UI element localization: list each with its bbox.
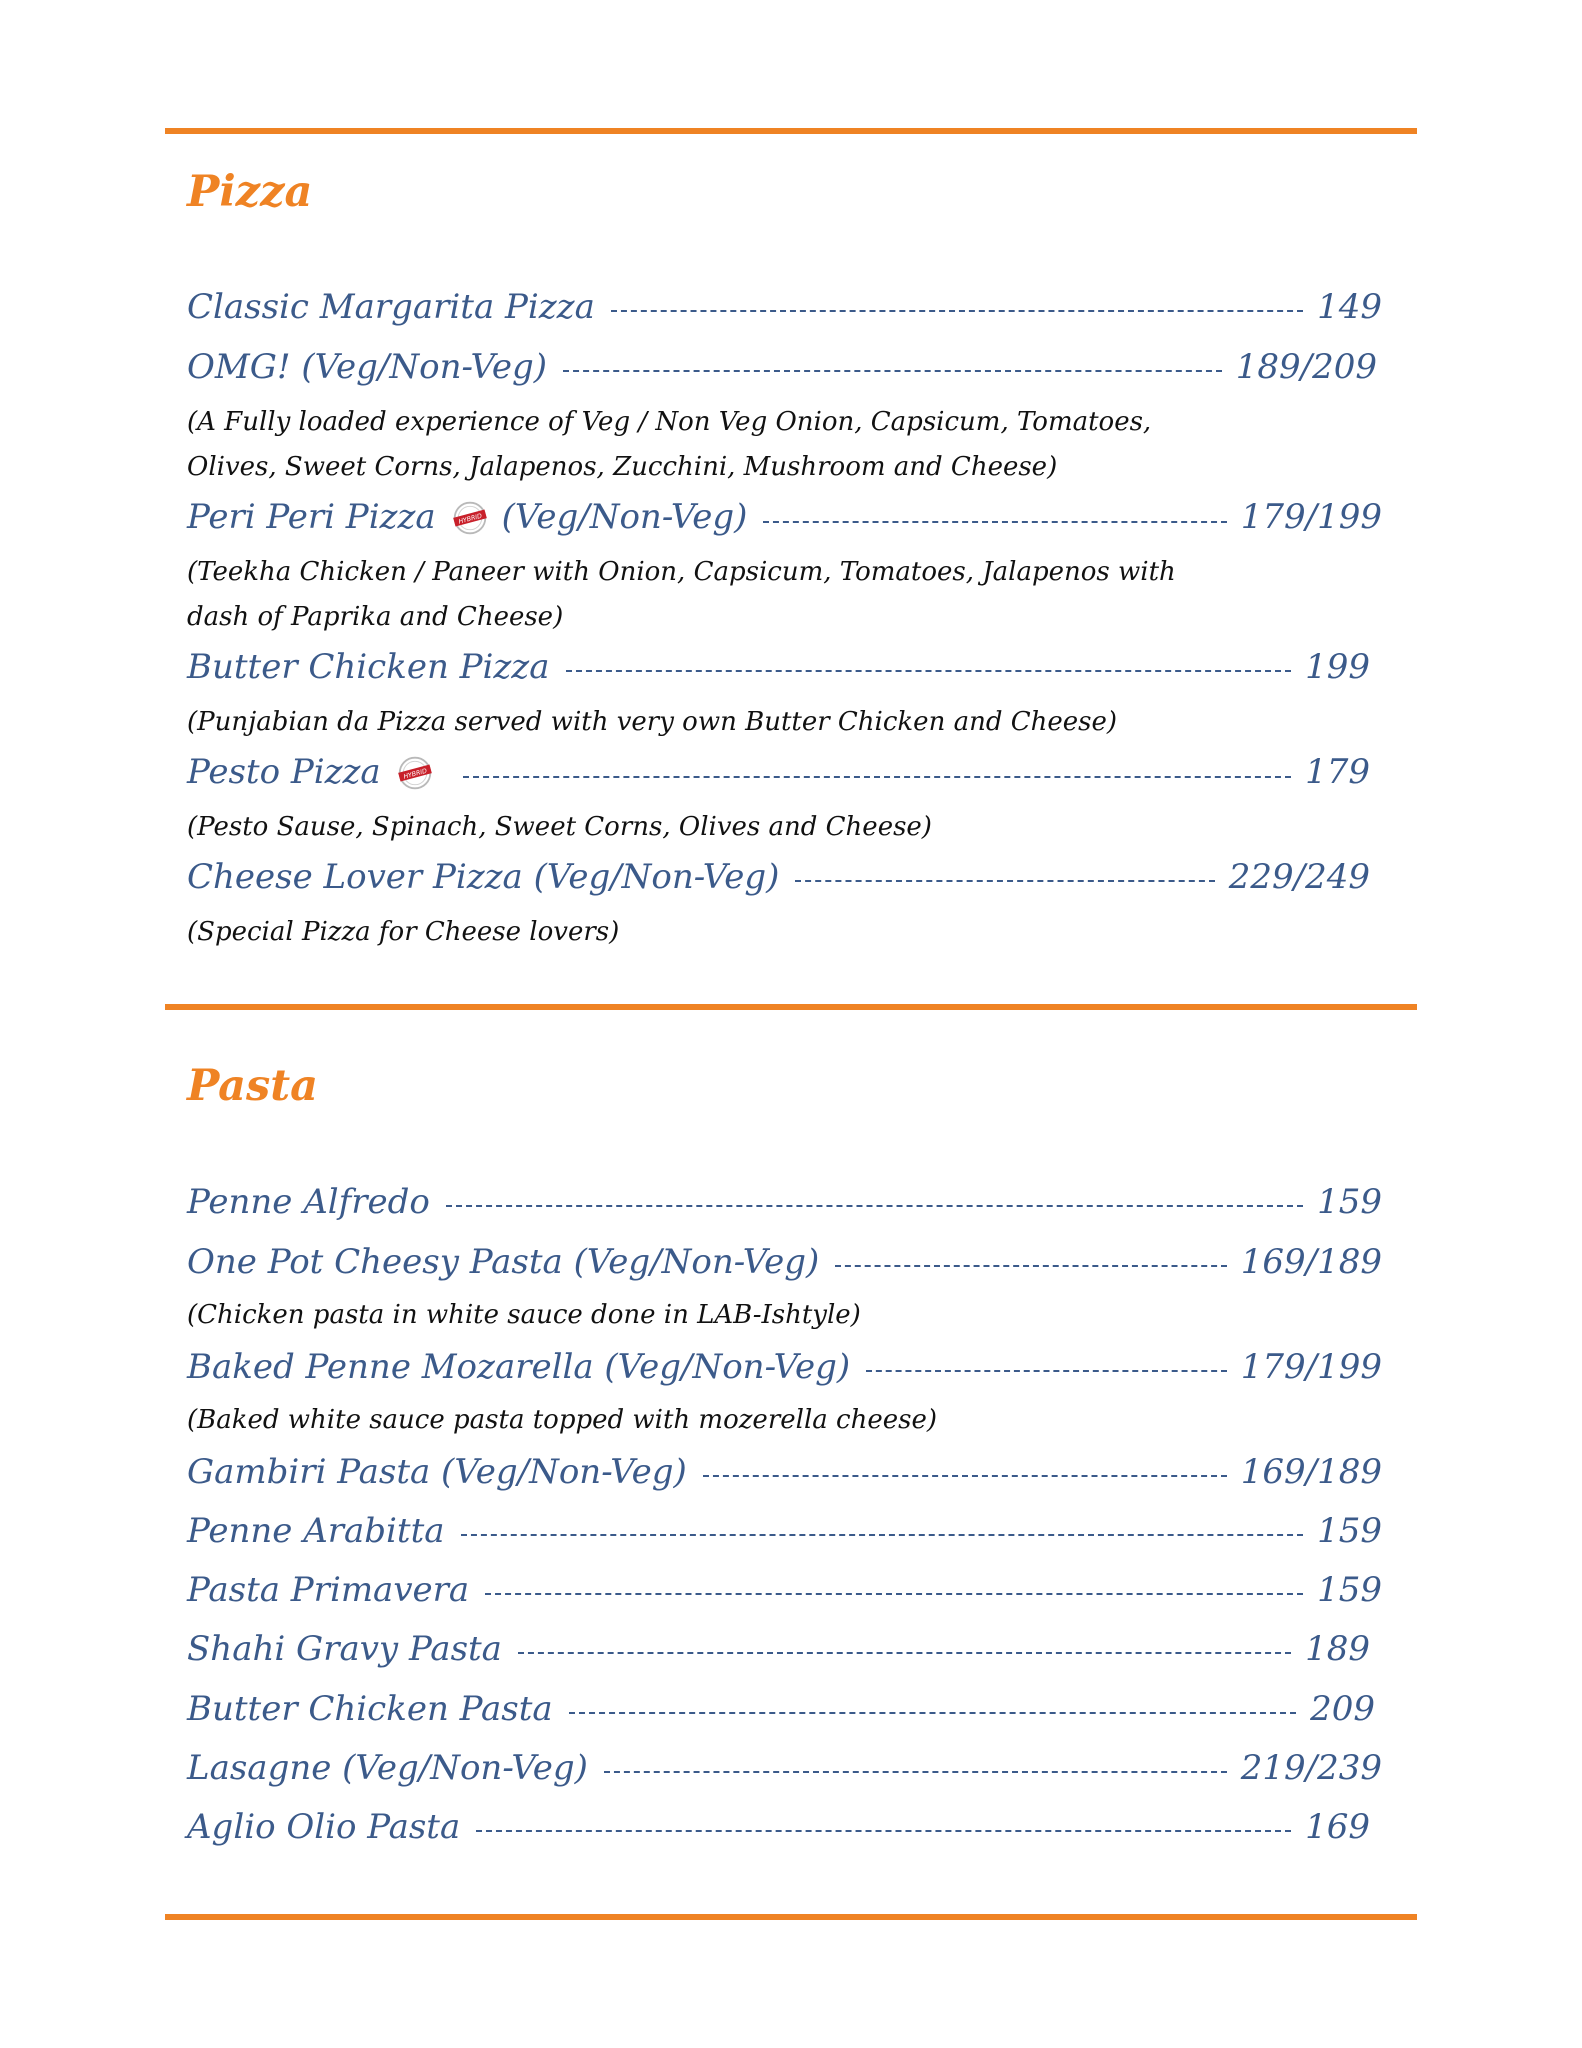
item-name: Shahi Gravy Pasta	[187, 1629, 502, 1669]
item-description-butter-chicken: (Punjabian da Pizza served with very own Butter Chicken and Cheese)	[187, 707, 1118, 737]
menu-item-cheese-lover-pizza	[187, 857, 1370, 897]
dotted-leader	[563, 370, 1222, 372]
dotted-leader	[446, 1205, 1303, 1207]
menu-item-butter-chicken-pasta	[187, 1689, 1375, 1729]
dotted-leader	[835, 1265, 1226, 1267]
item-name: Baked Penne Mozarella (Veg/Non-Veg)	[187, 1347, 851, 1387]
item-description-pesto: (Pesto Sause, Spinach, Sweet Corns, Olives and Cheese)	[187, 812, 932, 842]
dotted-leader	[566, 670, 1292, 672]
svg-text:HYBRID: HYBRID	[402, 767, 428, 781]
item-description-omg: (A Fully loaded experience of Veg / Non Veg Onion, Capsicum, Tomatoes, Olives, Sweet Corns, Jalapenos, Zucchini, Mushroom and Cheese)	[187, 407, 1152, 482]
item-price: 169/189	[1240, 1452, 1382, 1492]
item-name: Pasta Primavera	[187, 1570, 470, 1610]
menu-item-peri-peri-pizza	[187, 497, 1382, 537]
item-price: 189	[1305, 1629, 1370, 1669]
item-price: 169	[1305, 1807, 1370, 1847]
menu-item-penne-arabitta	[187, 1511, 1382, 1551]
dotted-leader	[476, 1830, 1291, 1832]
dotted-leader	[604, 1771, 1227, 1773]
item-name: Penne Alfredo	[187, 1182, 430, 1222]
dotted-leader	[569, 1712, 1296, 1714]
item-name: Cheese Lover Pizza (Veg/Non-Veg)	[187, 857, 780, 897]
item-qualifier: (Veg/Non-Veg)	[501, 497, 748, 537]
section-title-pizza: Pizza	[187, 167, 313, 217]
item-price: 219/239	[1240, 1748, 1382, 1788]
item-name: Aglio Olio Pasta	[187, 1807, 461, 1847]
item-price: 179/199	[1240, 1347, 1382, 1387]
item-name: Penne Arabitta	[187, 1511, 445, 1551]
menu-item-pasta-primavera	[187, 1570, 1382, 1610]
item-price: 179	[1305, 752, 1370, 792]
menu-item-classic-margarita-pizza	[187, 287, 1382, 327]
item-price: 179/199	[1240, 497, 1382, 537]
item-description-peri-peri: (Teekha Chicken / Paneer with Onion, Capsicum, Tomatoes, Jalapenos with dash of Paprika and Cheese)	[187, 557, 1176, 632]
item-price: 229/249	[1228, 857, 1370, 897]
menu-item-butter-chicken-pizza	[187, 647, 1370, 687]
dotted-leader	[518, 1652, 1291, 1654]
item-price: 189/209	[1235, 347, 1377, 387]
menu-item-baked-penne-mozarella	[187, 1347, 1382, 1387]
item-description-baked-penne: (Baked white sauce pasta topped with mozerella cheese)	[187, 1405, 937, 1435]
item-name: Classic Margarita Pizza	[187, 287, 595, 327]
item-name: Peri Peri Pizza	[187, 497, 436, 537]
item-price: 199	[1305, 647, 1370, 687]
item-name: One Pot Cheesy Pasta (Veg/Non-Veg)	[187, 1242, 820, 1282]
item-price: 159	[1317, 1570, 1382, 1610]
item-description-cheese-lover: (Special Pizza for Cheese lovers)	[187, 917, 620, 947]
svg-text:HYBRID: HYBRID	[457, 512, 483, 526]
menu-item-lasagne	[187, 1748, 1382, 1788]
dotted-leader	[611, 310, 1303, 312]
dotted-leader	[795, 880, 1214, 882]
item-name: Butter Chicken Pasta	[187, 1689, 553, 1729]
dotted-leader	[703, 1475, 1227, 1477]
item-description-one-pot: (Chicken pasta in white sauce done in LAB-Ishtyle)	[187, 1300, 861, 1330]
dotted-leader	[485, 1593, 1303, 1595]
section-title-pasta: Pasta	[187, 1061, 318, 1111]
menu-item-shahi-gravy-pasta	[187, 1629, 1370, 1669]
item-price: 149	[1317, 287, 1382, 327]
dotted-leader	[763, 521, 1226, 523]
section-divider-top	[165, 128, 1417, 134]
dotted-leader	[866, 1370, 1227, 1372]
item-price: 209	[1310, 1689, 1375, 1729]
menu-item-omg	[187, 347, 1377, 387]
dotted-leader	[461, 1534, 1304, 1536]
section-divider-bottom	[165, 1914, 1417, 1920]
item-name: Pesto Pizza	[187, 752, 381, 792]
menu-item-aglio-olio-pasta	[187, 1807, 1370, 1847]
menu-item-one-pot-cheesy-pasta	[187, 1242, 1382, 1282]
item-price: 169/189	[1240, 1242, 1382, 1282]
hybrid-stamp-icon	[452, 500, 488, 536]
item-price: 159	[1317, 1182, 1382, 1222]
item-price: 159	[1317, 1511, 1382, 1551]
hybrid-stamp-icon	[397, 755, 433, 791]
item-name: Lasagne (Veg/Non-Veg)	[187, 1748, 588, 1788]
menu-item-pesto-pizza	[187, 752, 1370, 792]
dotted-leader	[463, 776, 1291, 778]
item-name: Gambiri Pasta (Veg/Non-Veg)	[187, 1452, 687, 1492]
menu-item-penne-alfredo	[187, 1182, 1382, 1222]
item-name: Butter Chicken Pizza	[187, 647, 550, 687]
item-name: OMG! (Veg/Non-Veg)	[187, 347, 548, 387]
menu-item-gambiri-pasta	[187, 1452, 1382, 1492]
section-divider-middle	[165, 1004, 1417, 1010]
